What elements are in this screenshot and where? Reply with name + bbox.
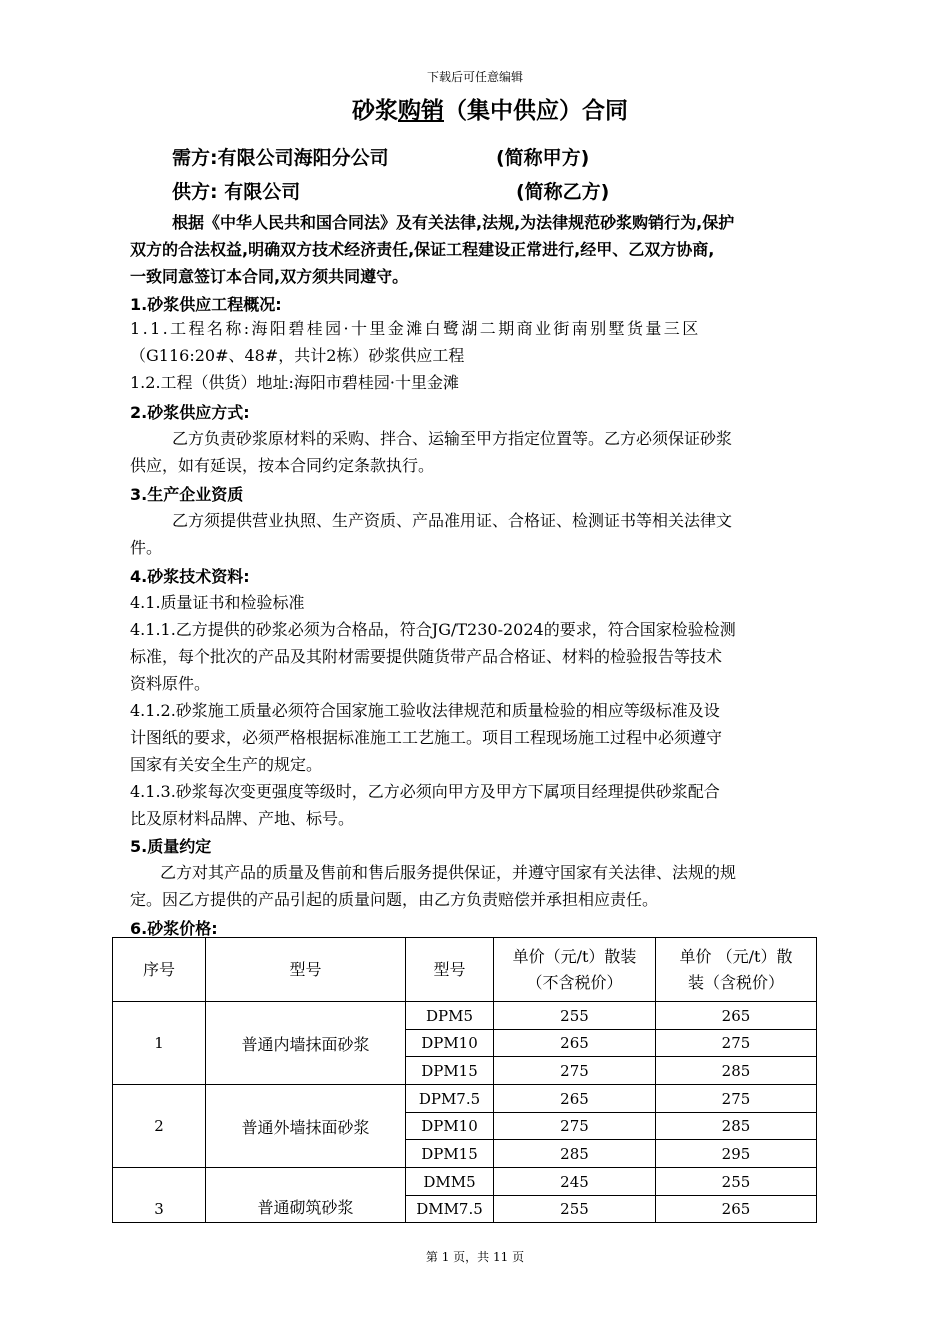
intro-line: 根据《中华人民共和国合同法》及有关法律,法规,为法律规范砂浆购销行为,保护 [172, 213, 735, 232]
model-cell: DMM7.5 [406, 1196, 494, 1223]
section-text: 4.1.1.乙方提供的砂浆必须为合格品，符合JG/T230-2024的要求，符合国家检验检测 [130, 620, 736, 639]
table-row [113, 1085, 817, 1113]
header-price-inc [656, 938, 817, 1002]
model-cell: DPM15 [406, 1140, 494, 1168]
price-inc-cell: 275 [656, 1085, 817, 1113]
intro-line: 双方的合法权益,明确双方技术经济责任,保证工程建设正常进行,经甲、乙双方协商, [130, 240, 715, 259]
section-text: 4.1.3.砂浆每次变更强度等级时，乙方必须向甲方及甲方下属项目经理提供砂浆配合 [130, 782, 720, 801]
section-heading: 2.砂浆供应方式: [130, 403, 250, 422]
section-text: 资料原件。 [130, 674, 211, 693]
title-part: （集中供应）合同 [444, 98, 628, 124]
section-heading: 3.生产企业资质 [130, 485, 244, 504]
group-no: 1 [113, 1002, 206, 1085]
section-text: （G116:20#、48#，共计2栋）砂浆供应工程 [130, 346, 465, 365]
section-text: 标准，每个批次的产品及其附材需要提供随货带产品合格证、材料的检验报告等技术 [130, 647, 723, 666]
section-text: 比及原材料品牌、产地、标号。 [130, 809, 355, 828]
model-cell: DPM10 [406, 1113, 494, 1140]
group-no: 2 [113, 1085, 206, 1168]
section-text: 1.2.工程（供货）地址:海阳市碧桂园·十里金滩 [130, 373, 460, 392]
section-text: 计图纸的要求，必须严格根据标准施工工艺施工。项目工程现场施工过程中必须遵守 [130, 728, 723, 747]
table-header-row [113, 938, 817, 1002]
header-note: 下载后可任意编辑 [426, 70, 523, 84]
section-text: 1.1.工程名称:海阳碧桂园·十里金滩白鹭湖二期商业街南别墅货量三区 [130, 319, 701, 338]
model-cell: DMM5 [406, 1168, 494, 1196]
price-ex-cell: 285 [494, 1140, 656, 1168]
model-cell: DPM7.5 [406, 1085, 494, 1113]
section-text: 定。因乙方提供的产品引起的质量问题，由乙方负责赔偿并承担相应责任。 [130, 890, 659, 909]
buyer-alias: (简称甲方) [496, 147, 590, 169]
header-price-ex-line: 单价（元/t）散装 [512, 946, 637, 966]
header-no: 序号 [113, 938, 206, 1002]
section-text: 供应，如有延误，按本合同约定条款执行。 [130, 456, 435, 475]
page-footer: 第 1 页，共 11 页 [425, 1250, 525, 1264]
buyer-line [172, 143, 389, 170]
model-cell: DPM5 [406, 1002, 494, 1030]
section-text: 乙方须提供营业执照、生产资质、产品准用证、合格证、检测证书等相关法律文 [172, 511, 733, 530]
price-inc-cell: 285 [656, 1113, 817, 1140]
price-ex-cell: 255 [494, 1002, 656, 1030]
price-ex-cell: 255 [494, 1196, 656, 1223]
section-heading: 6.砂浆价格: [130, 919, 218, 938]
price-ex-cell: 265 [494, 1030, 656, 1057]
section-heading: 5.质量约定 [130, 837, 212, 856]
header-price-ex-line: （不含税价） [526, 972, 623, 992]
price-inc-cell: 265 [656, 1196, 817, 1223]
section-heading: 1.砂浆供应工程概况: [130, 295, 282, 314]
price-ex-cell: 275 [494, 1057, 656, 1085]
section-text: 乙方对其产品的质量及售前和售后服务提供保证，并遵守国家有关法律、法规的规 [160, 863, 737, 882]
seller-name: 有限公司 [224, 181, 301, 203]
group-name: 普通外墙抹面砂浆 [206, 1085, 406, 1168]
seller-line [172, 177, 300, 204]
title-underlined: 购销 [398, 98, 444, 124]
header-model: 型号 [406, 938, 494, 1002]
section-heading: 4.砂浆技术资料: [130, 567, 250, 586]
table-row [113, 1002, 817, 1030]
section-text: 4.1.2.砂浆施工质量必须符合国家施工验收法律规范和质量检验的相应等级标准及设 [130, 701, 720, 720]
price-ex-cell: 245 [494, 1168, 656, 1196]
price-inc-cell: 255 [656, 1168, 817, 1196]
model-cell: DPM15 [406, 1057, 494, 1085]
group-name: 普通内墙抹面砂浆 [206, 1002, 406, 1085]
section-text: 4.1.质量证书和检验标准 [130, 593, 305, 612]
price-inc-cell: 285 [656, 1057, 817, 1085]
model-cell: DPM10 [406, 1030, 494, 1057]
seller-label: 供方: [172, 181, 218, 203]
document-title [0, 92, 950, 125]
section-text: 件。 [130, 538, 163, 557]
group-name: 普通砌筑砂浆 [206, 1168, 406, 1223]
seller-alias: (简称乙方) [516, 181, 610, 203]
table-row [113, 1168, 817, 1196]
buyer-name: 有限公司海阳分公司 [217, 147, 389, 169]
title-part: 砂浆 [352, 98, 398, 124]
buyer-label: 需方: [172, 147, 218, 169]
price-table [112, 937, 817, 1223]
header-type: 型号 [206, 938, 406, 1002]
price-ex-cell: 265 [494, 1085, 656, 1113]
section-text: 国家有关安全生产的规定。 [130, 755, 323, 774]
price-inc-cell: 295 [656, 1140, 817, 1168]
header-price-inc-line: 装（含税价） [687, 972, 784, 992]
price-inc-cell: 275 [656, 1030, 817, 1057]
price-inc-cell: 265 [656, 1002, 817, 1030]
intro-line: 一致同意签订本合同,双方须共同遵守。 [130, 267, 409, 286]
header-price-ex [494, 938, 656, 1002]
price-ex-cell: 275 [494, 1113, 656, 1140]
group-no: 3 [113, 1168, 206, 1223]
header-price-inc-line: 单价 （元/t）散 [679, 946, 793, 966]
section-text: 乙方负责砂浆原材料的采购、拌合、运输至甲方指定位置等。乙方必须保证砂浆 [172, 429, 733, 448]
